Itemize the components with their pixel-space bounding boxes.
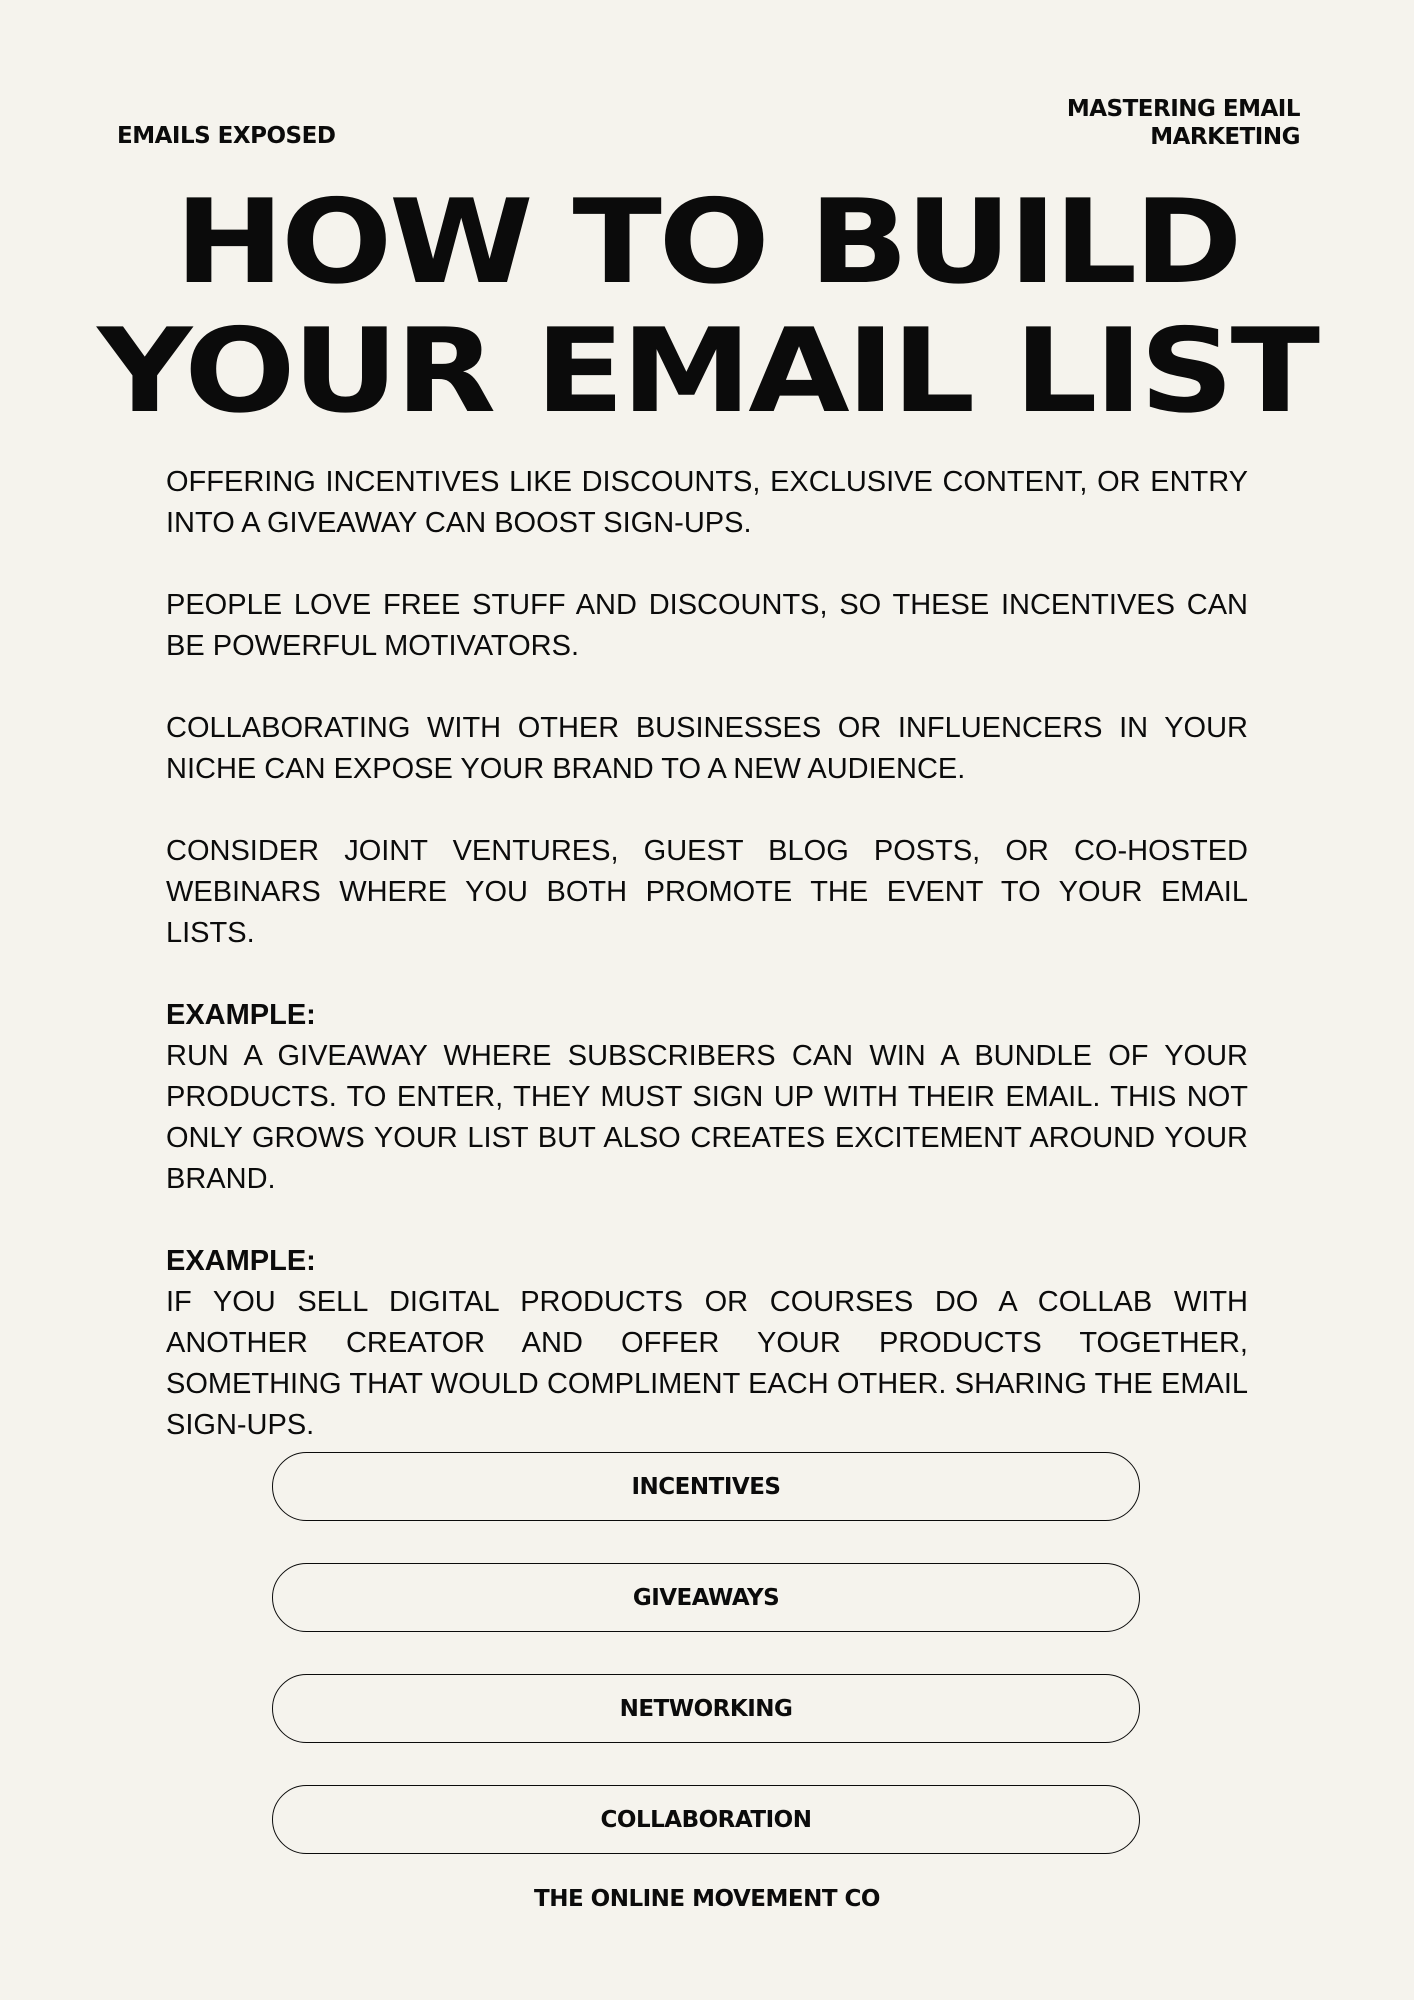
body-paragraph: PEOPLE LOVE FREE STUFF AND DISCOUNTS, SO THESE INCENTIVES CAN BE POWERFUL MOTIVATORS. [166,589,1248,662]
body-paragraph: COLLABORATING WITH OTHER BUSINESSES OR INFLUENCERS IN YOUR NICHE CAN EXPOSE YOUR BRAND TO A NEW AUDIENCE. [166,712,1248,785]
example-block [166,1241,1248,1446]
body-content [166,462,1248,1487]
page-title-line-1: HOW TO BUILD [174,175,1240,310]
example-block [166,995,1248,1200]
page-title-line-2: YOUR EMAIL LIST [97,304,1317,439]
footer-brand: THE ONLINE MOVEMENT CO [534,1886,880,1912]
example-label: EXAMPLE: [166,1245,316,1277]
pill-incentives[interactable]: INCENTIVES [272,1452,1140,1521]
body-paragraph: OFFERING INCENTIVES LIKE DISCOUNTS, EXCLUSIVE CONTENT, OR ENTRY INTO A GIVEAWAY CAN BOOST SIGN-UPS. [166,466,1248,539]
header-left-label: EMAILS EXPOSED [117,123,336,149]
header-right-line-2: MARKETING [1150,124,1300,150]
example-text: IF YOU SELL DIGITAL PRODUCTS OR COURSES DO A COLLAB WITH ANOTHER CREATOR AND OFFER YOUR PRODUCTS TOGETHER, SOMETHING THAT WOULD COMPLIMENT EACH OTHER. SHARING THE EMAIL SIGN-UPS. [166,1286,1248,1441]
example-label: EXAMPLE: [166,999,316,1031]
pill-collaboration[interactable]: COLLABORATION [272,1785,1140,1854]
header-right-line-1: MASTERING EMAIL [1066,96,1300,122]
pill-networking[interactable]: NETWORKING [272,1674,1140,1743]
pill-giveaways[interactable]: GIVEAWAYS [272,1563,1140,1632]
page-title [0,175,1414,439]
example-text: RUN A GIVEAWAY WHERE SUBSCRIBERS CAN WIN A BUNDLE OF YOUR PRODUCTS. TO ENTER, THEY MUST SIGN UP WITH THEIR EMAIL. THIS NOT ONLY GROWS YOUR LIST BUT ALSO CREATES EXCITEMENT AROUND YOUR BRAND. [166,1040,1248,1195]
body-paragraph: CONSIDER JOINT VENTURES, GUEST BLOG POSTS, OR CO-HOSTED WEBINARS WHERE YOU BOTH PROMOTE THE EVENT TO YOUR EMAIL LISTS. [166,835,1248,949]
header-right-label [940,95,1300,151]
